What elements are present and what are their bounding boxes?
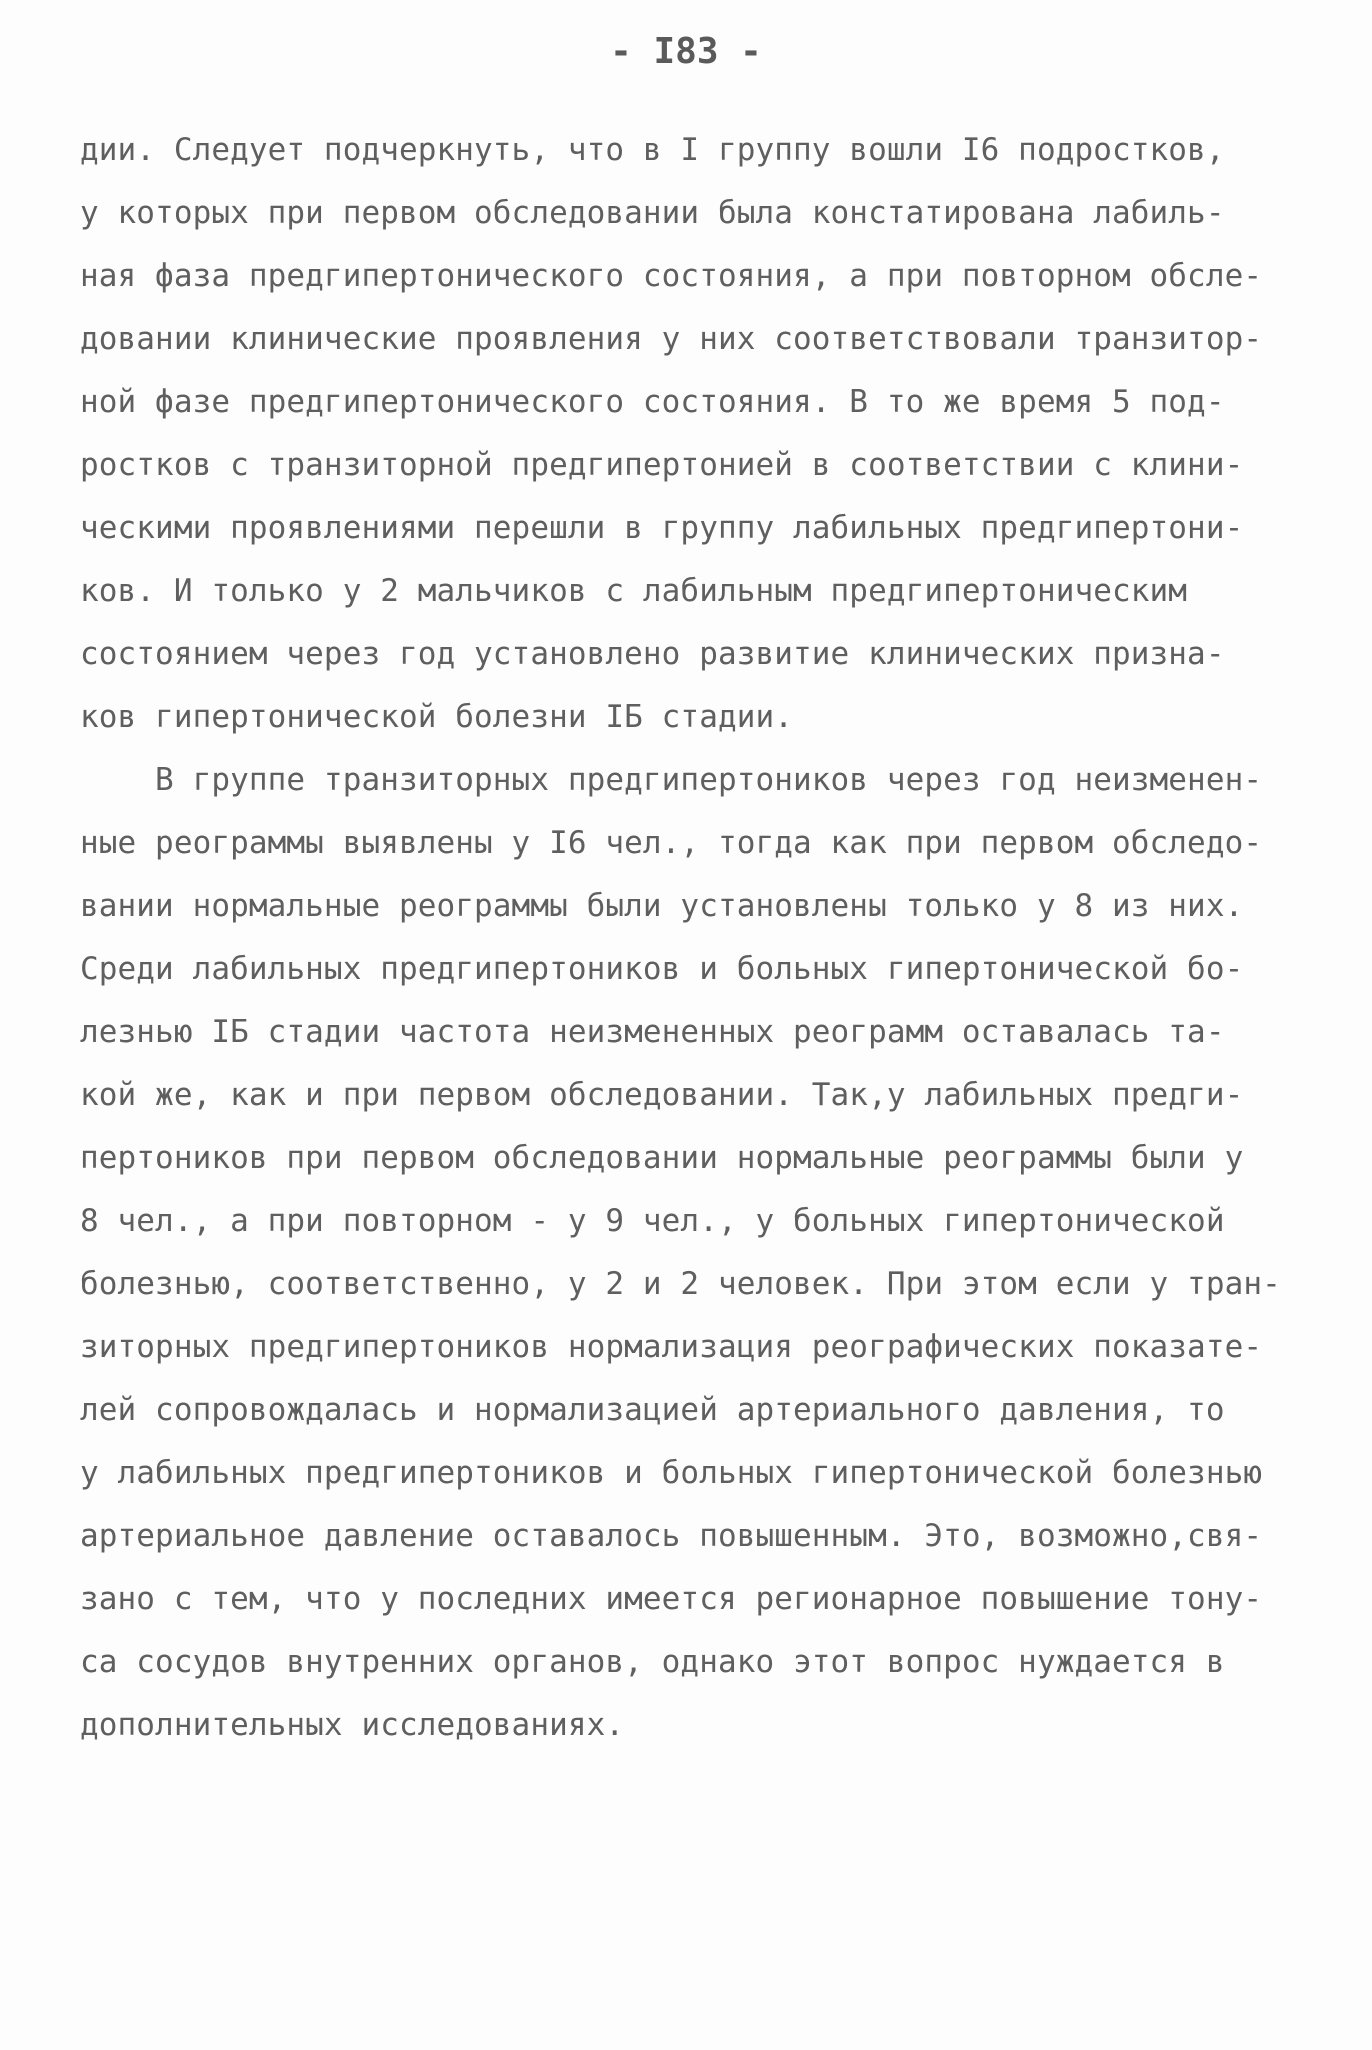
text-line: пертоников при первом обследовании нормальные реограммы были у [80,1140,1244,1176]
text-line: дии. Следует подчеркнуть, что в I группу вошли I6 подростков, [80,132,1225,168]
text-line: состоянием через год установлено развитие клинических призна- [80,636,1225,672]
text-line: лезнью IБ стадии частота неизмененных реограмм оставалась та- [80,1014,1225,1050]
text-line: кой же, как и при первом обследовании. Так,у лабильных предги- [80,1077,1244,1113]
page-number: - I83 - [610,31,762,72]
text-line: артериальное давление оставалось повышенным. Это, возможно,свя- [80,1518,1263,1554]
text-line: ной фазе предгипертонического состояния. В то же время 5 под- [80,384,1225,420]
text-line: 8 чел., а при повторном - у 9 чел., у больных гипертонической [80,1203,1225,1239]
text-line: ков гипертонической болезни IБ стадии. [80,699,794,735]
text-line: зиторных предгипертоников нормализация реографических показате- [80,1329,1263,1365]
text-line: лей сопровождалась и нормализацией артериального давления, то [80,1392,1225,1428]
text-line: Среди лабильных предгипертоников и больных гипертонической бо- [80,951,1244,987]
text-line: у лабильных предгипертоников и больных гипертонической болезнью [80,1455,1263,1491]
text-line: ная фаза предгипертонического состояния, а при повторном обсле- [80,258,1263,294]
text-line: са сосудов внутренних органов, однако этот вопрос нуждается в [80,1644,1225,1680]
text-line: ков. И только у 2 мальчиков с лабильным предгипертоническим [80,573,1188,609]
text-line: ные реограммы выявлены у I6 чел., тогда как при первом обследо- [80,825,1263,861]
text-line: ческими проявлениями перешли в группу лабильных предгипертони- [80,510,1244,546]
text-line: у которых при первом обследовании была констатирована лабиль- [80,195,1225,231]
text-line: ростков с транзиторной предгипертонией в соответствии с клини- [80,447,1244,483]
text-line: зано с тем, что у последних имеется регионарное повышение тону- [80,1581,1263,1617]
text-line: дополнительных исследованиях. [80,1707,625,1743]
text-line: болезнью, соответственно, у 2 и 2 человек. При этом если у тран- [80,1266,1281,1302]
text-line: довании клинические проявления у них соответствовали транзитор- [80,321,1263,357]
text-line: вании нормальные реограммы были установлены только у 8 из них. [80,888,1244,924]
text-line: В группе транзиторных предгипертоников через год неизменен- [80,762,1263,798]
